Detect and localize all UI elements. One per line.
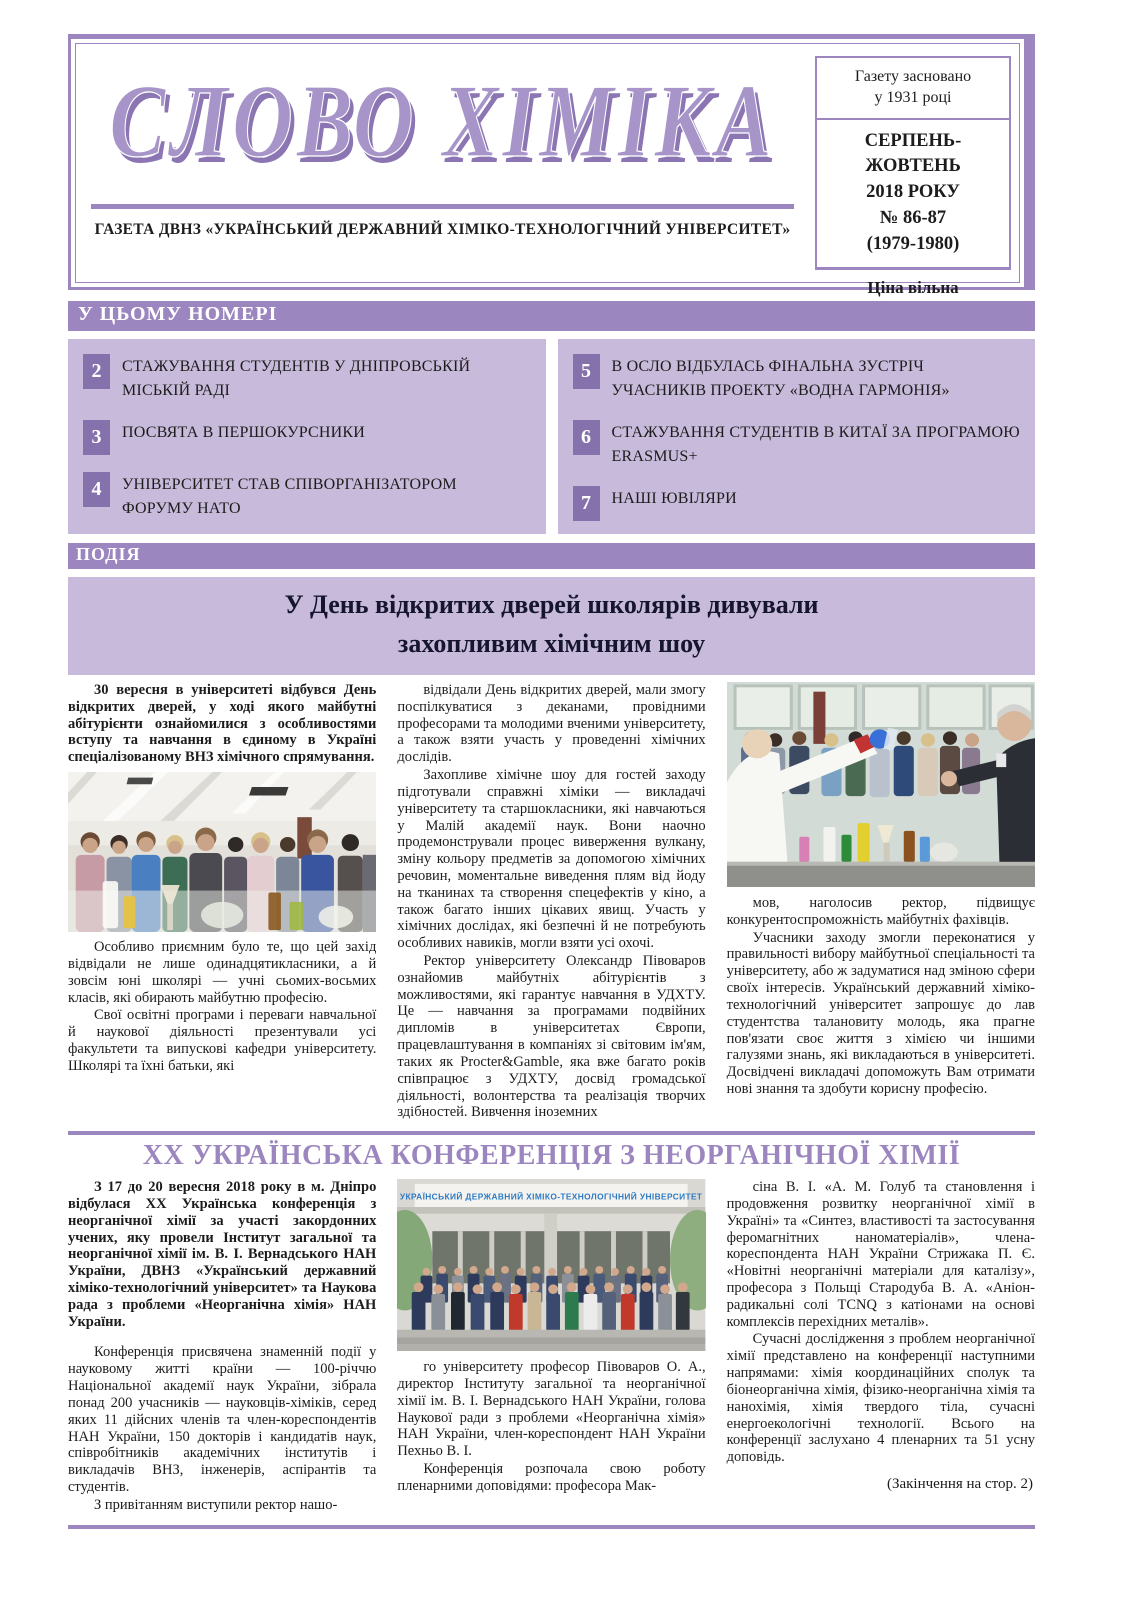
article1-column1 xyxy=(68,682,376,1122)
toc-page-number: 2 xyxy=(83,354,110,389)
article2-divider xyxy=(68,1131,1035,1135)
toc-item-page3 xyxy=(83,420,531,455)
masthead-frame xyxy=(75,43,1020,298)
page-bottom-rule xyxy=(68,1525,1035,1529)
article1-headline-line1: У День відкритих дверей школярів дивували xyxy=(284,590,819,619)
article2-paragraph: сіна В. І. «А. М. Голуб та становлення і продовження розвитку неорганічної хімії в Україні» та «Синтез, властивості та застосування феромагнітних наноматеріалів», члена-кореспондента НАН України Стрижака П. Є. «Новітні неорганічні матеріали для каталізу», професора з Польщі Стародуба В. А. «Аніон-радикальні солі TCNQ з катіонами на основі комплексів перехідних металів». xyxy=(726,1179,1035,1330)
toc-item-label: УНІВЕРСИТЕТ СТАВ СПІВОРГАНІЗАТОРОМ ФОРУМУ НАТО xyxy=(122,476,457,517)
toc-panel-right xyxy=(558,339,1036,534)
newspaper-title: СЛОВО ХІМІКА xyxy=(109,63,776,180)
toc-page-number: 7 xyxy=(573,486,600,521)
article1-paragraph: Особливо приємним було те, що цей захід відвідали не лише одинадцятикласники, а й зовсім юні школярі — учні сьомих-восьмих класів, які обирають майбутню професію. xyxy=(68,939,377,1006)
toc-item-page4 xyxy=(83,472,531,521)
masthead-left xyxy=(76,44,809,282)
article2-column3 xyxy=(727,1179,1035,1514)
article1-body xyxy=(68,682,1035,1122)
toc-item-page2 xyxy=(83,354,531,403)
article1-paragraph: Ректор університету Олександр Півоваров ознайомив майбутніх абітурієнтів з можливостями, які гарантує навчання в УДХТУ. Це — навчання за програмами подвійних дипломів в університетах Європи, працевлаштування в компаніях зі світовим ім'ям, таких як Procter&Gamble, яка вже багато років співпрацює з УДХТУ, досвід громадської діяльності, волонтерства та реалізація творчих здібностей. Вивчення іноземних xyxy=(397,953,706,1121)
building-sign-text: УКРАЇНСЬКИЙ ДЕРЖАВНИЙ ХІМІКО-ТЕХНОЛОГІЧНИЙ УНІВЕРСИТЕТ xyxy=(400,1192,703,1202)
price-note: Ціна вільна xyxy=(867,278,959,298)
toc-item-label: СТАЖУВАННЯ СТУДЕНТІВ В КИТАЇ ЗА ПРОГРАМОЮ ERASMUS+ xyxy=(611,424,1020,465)
founded-note xyxy=(817,58,1009,118)
issue-period xyxy=(817,120,1009,267)
period-year: 2018 РОКУ xyxy=(866,182,960,203)
continuation-note: (Закінчення на стор. 2) xyxy=(886,1475,1033,1492)
photo-chemistry-show-figure xyxy=(727,682,1035,887)
article1-paragraph: мов, наголосив ректор, підвищує конкурентоспроможність майбутніх фахівців. xyxy=(726,895,1035,928)
article1-column3 xyxy=(727,682,1035,1122)
article2-paragraph: Сучасні дослідження з проблем неорганічної хімії представлено на конференції наступними напрямами: хімія координаційних сполук та біонеорганічна хімія, фізико-неорганічна хімія та нанохімія, хімія твердого тіла, сучасні енергоекологічні технології. Всього на конференції заслухано 4 пленарних та 51 усну доповідь. xyxy=(726,1331,1035,1466)
article1-paragraph: відвідали День відкритих дверей, мали змогу поспілкуватися з деканами, провідними професорами та молодими вченими університету, а також взяти участь у проведенні хімічних дослідів. xyxy=(397,682,706,766)
issue-number: № 86-87 xyxy=(879,208,947,229)
toc-item-page7 xyxy=(573,486,1021,521)
article1-column2 xyxy=(397,682,705,1122)
article1-paragraph: Учасники заходу змогли переконатися у правильності вибору майбутньої спеціальності та університету, або ж задуматися над зміною сфери своїх інтересів. Український державний хіміко-технологічний університет запрошує до лав студентства талановиту молодь, яка прагне пов'язати своє життя з хімією чи іншими галузями знань, які викладаються в університеті. Досвідчені викладачі допоможуть Вам отримати нові знання та здобути корисну професію. xyxy=(726,929,1035,1097)
issue-info-box xyxy=(815,56,1011,298)
photo-open-day-audience xyxy=(68,772,376,932)
founded-line2: у 1931 році xyxy=(874,88,952,106)
photo-conference-group xyxy=(397,1179,705,1351)
period-month1: СЕРПЕНЬ- xyxy=(864,130,962,151)
toc-item-label: ПОСВЯТА В ПЕРШОКУРСНИКИ xyxy=(122,424,366,441)
article2-headline: ХХ УКРАЇНСЬКА КОНФЕРЕНЦІЯ З НЕОРГАНІЧНОЇ ХІМІЇ xyxy=(142,1140,961,1172)
toc-page-number: 5 xyxy=(573,354,600,389)
photo-conference-group-figure xyxy=(397,1179,705,1351)
article2-lead-paragraph: З 17 до 20 вересня 2018 року в м. Дніпро відбулася ХХ Українська конференція з неорганічної хімії за участі закордонних учених, яку провели Інститут загальної та неорганічної хімії ім. В. І. Вернадського НАН України, ДВНЗ «Український державний хіміко-технологічний університет» та Наукова рада з проблеми «Неорганічна хімія» НАН України. xyxy=(68,1179,377,1330)
masthead xyxy=(68,34,1035,298)
section-bar-podiya: ПОДІЯ xyxy=(68,543,1035,569)
article2-paragraph: Конференція присвячена знаменній події у науковому житті країни — 100-річчю Національної академії наук України, зібрала понад 200 учасників — науковців-хіміків, серед яких 11 дійсних членів та член-кореспондентів НАН України, 150 докторів і кандидатів наук, співробітників академічних інститутів і викладачів ВНЗ, інженерів, аспірантів та студентів. xyxy=(68,1344,377,1495)
article1-paragraph: Свої освітні програми і переваги навчальної й наукової діяльності презентували усі факультети та випускові кафедри університету. Школярі та їхні батьки, які xyxy=(68,1007,377,1074)
article1-lead-paragraph: 30 вересня в університеті відбувся День відкритих дверей, у ході якого майбутні абітурієнти ознайомилися з особливостями вступу та навчання в єдиному в Україні спеціалізованому ВНЗ хімічного спрямування. xyxy=(68,682,377,766)
article2-body xyxy=(68,1179,1035,1514)
article2-paragraph: Конференція розпочала свою роботу пленарними доповідями: професора Мак- xyxy=(397,1461,706,1494)
photo-open-day-audience-figure xyxy=(68,772,376,932)
newspaper-subtitle: ГАЗЕТА ДВНЗ «УКРАЇНСЬКИЙ ДЕРЖАВНИЙ ХІМІКО-ТЕХНОЛОГІЧНИЙ УНІВЕРСИТЕТ» xyxy=(94,221,791,238)
toc-item-label: НАШІ ЮВІЛЯРИ xyxy=(611,490,737,507)
toc-page-number: 3 xyxy=(83,420,110,455)
article2-column1 xyxy=(68,1179,376,1514)
article1-paragraph: Захопливе хімічне шоу для гостей заходу підготували справжні хіміки — викладачі університету та старшокласники, які навчаються у Малій академії наук. Вони наочно продемонстрували процес виверження вулкану, зміну кольору предметів за допомогою хімічних речовин, моментальне виведення плям від йоду на тканинах та створення спецефектів у кіно, а також багато інших цікавих явищ. Участь у хімічних дослідах, які безпечні й не потребують особливих навиків, могли взяти усі охочі. xyxy=(397,767,706,952)
founded-line1: Газету засновано xyxy=(854,68,972,85)
toc-panel xyxy=(68,339,1035,534)
toc-item-page5 xyxy=(573,354,1021,403)
section-bar-in-this-issue: У ЦЬОМУ НОМЕРІ xyxy=(68,301,1035,331)
toc-item-label: В ОСЛО ВІДБУЛАСЬ ФІНАЛЬНА ЗУСТРІЧ УЧАСНИКІВ ПРОЕКТУ «ВОДНА ГАРМОНІЯ» xyxy=(611,358,950,399)
toc-page-number: 4 xyxy=(83,472,110,507)
masthead-title-wrap xyxy=(109,58,775,186)
article2-paragraph: З привітанням виступили ректор нашо- xyxy=(94,1496,338,1513)
toc-item-page6 xyxy=(573,420,1021,469)
article2-paragraph: го університету професор Півоваров О. А., директор Інституту загальної та неорганічної хімії ім. В. І. Вернадського НАН України, голова Наукової ради з проблеми «Неорганічна хімія» НАН України, член-кореспондент НАН України Пехньо В. І. xyxy=(397,1359,706,1460)
article1-headline xyxy=(68,577,1035,675)
toc-item-label: СТАЖУВАННЯ СТУДЕНТІВ У ДНІПРОВСЬКІЙ МІСЬКІЙ РАДІ xyxy=(122,358,471,399)
masthead-rule xyxy=(91,204,795,209)
toc-panel-left xyxy=(68,339,546,534)
issue-range: (1979-1980) xyxy=(866,234,960,255)
article2-column2 xyxy=(397,1179,705,1514)
photo-chemistry-show xyxy=(727,682,1035,887)
period-month2: ЖОВТЕНЬ xyxy=(865,156,961,177)
article1-headline-line2: захопливим хімічним шоу xyxy=(397,629,706,658)
toc-page-number: 6 xyxy=(573,420,600,455)
